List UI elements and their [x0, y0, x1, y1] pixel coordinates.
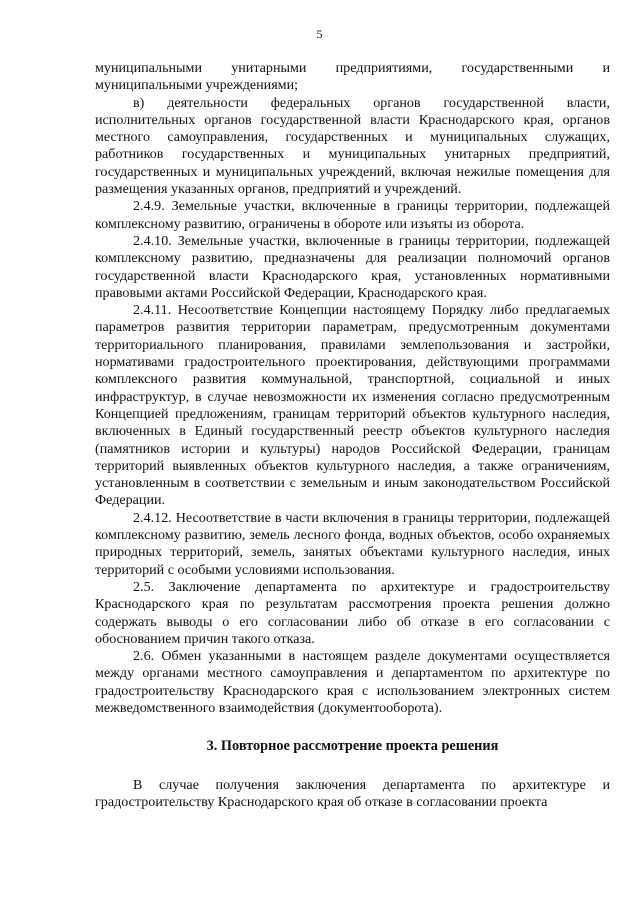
- paragraph-2-4-12: 2.4.12. Несоответствие в части включения в границы территории, подлежащей комплексному развитию, земель лесного фонда, водных объектов, особо охраняемых природных территорий, земель, занятых объектами культурного наследия, иных территорий с особыми условиями использования.: [95, 509, 610, 578]
- section-heading: 3. Повторное рассмотрение проекта решения: [206, 738, 499, 755]
- document-body: [95, 60, 610, 811]
- paragraph-2-6: 2.6. Обмен указанными в настоящем разделе документами осуществляется между органами местного самоуправления и департаментом по архитектуре по градостроительству Краснодарского края с использованием электронных систем межведомственного взаимодействия (документооборота).: [95, 648, 610, 716]
- paragraph-2-4-9: 2.4.9. Земельные участки, включенные в границы территории, подлежащей комплексному развитию, ограничены в обороте или изъяты из оборота.: [95, 198, 610, 232]
- page-number: 5: [316, 27, 323, 41]
- paragraph-2-4-10: 2.4.10. Земельные участки, включенные в границы территории, подлежащей комплексному развитию, предназначены для реализации полномочий органов государственной власти Краснодарского края, установленных нормативными правовыми актами Российской Федерации, Краснодарского края.: [95, 232, 610, 301]
- paragraph: в) деятельности федеральных органов государственной власти, исполнительных органов государственной власти Краснодарского края, органов местного самоуправления, государственных и муниципальных служащих, работников государственных и муниципальных унитарных предприятий, государственных и муниципальных учреждений, включая нежилые помещения для размещения указанных органов, предприятий и учреждений.: [95, 94, 610, 198]
- paragraph-2-4-11: 2.4.11. Несоответствие Концепции настоящему Порядку либо предлагаемых параметров развития территории параметрам, предусмотренным документами территориального планирования, правилами землепользования и застройки, нормативами градостроительного проектирования, действующими программами комплексного развития коммунальной, транспортной, социальной и иных инфраструктур, в случае невозможности их изменения согласно предусмотренным Концепцией предложениям, границам территорий объектов культурного наследия, включенных в Единый государственный реестр объектов культурного наследия (памятников истории и культуры) народов Российской Федерации, границам территорий выявленных объектов культурного наследия, а также ограничениям, установленным в соответствии с земельным и иным законодательством Российской Федерации.: [95, 302, 610, 509]
- paragraph-2-5: 2.5. Заключение департамента по архитектуре и градостроительству Краснодарского края по результатам рассмотрения проекта решения должно содержать выводы о его согласовании либо об отказе в его согласовании с обоснованием причин такого отказа.: [95, 578, 610, 647]
- paragraph: В случае получения заключения департамента по архитектуре и градостроительству Краснодарского края об отказе в согласовании проекта: [95, 776, 610, 810]
- paragraph: муниципальными унитарными предприятиями, государственными и муниципальными учреждениями;: [95, 60, 610, 94]
